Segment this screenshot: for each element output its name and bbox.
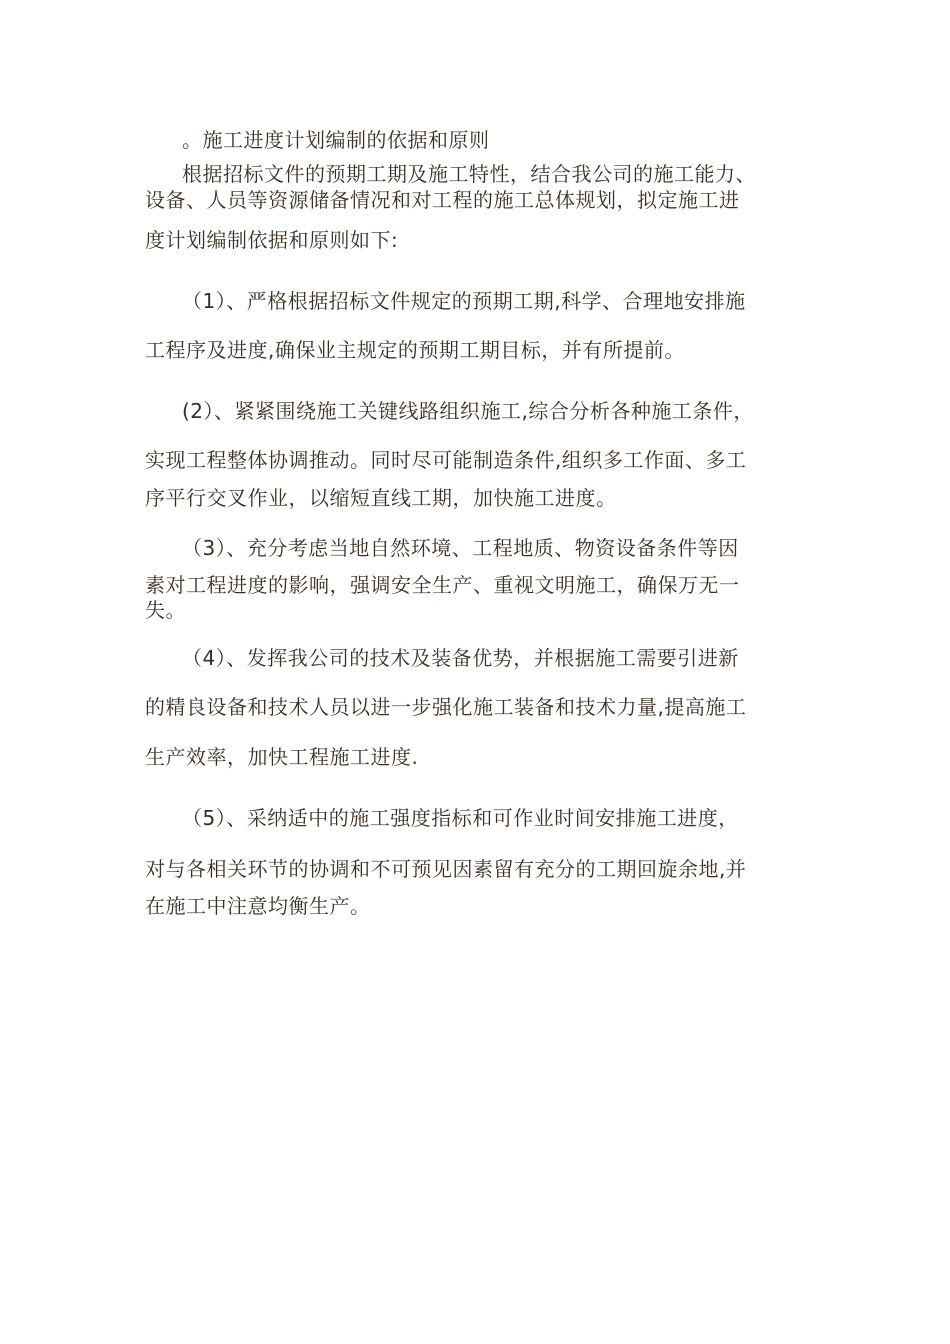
paragraph-2-line-1: (2）、紧紧围绕施工关键线路组织施工,综合分析各种施工条件， — [182, 399, 754, 423]
paragraph-3-line-3: 失。 — [145, 598, 186, 622]
intro-line-3: 度计划编制依据和原则如下: — [145, 228, 399, 252]
paragraph-2-line-2: 实现工程整体协调推动。同时尽可能制造条件,组织多工作面、多工 — [145, 448, 747, 472]
paragraph-4-line-2: 的精良设备和技术人员以进一步强化施工装备和技术力量,提高施工 — [145, 695, 747, 719]
paragraph-1-line-2: 工程序及进度,确保业主规定的预期工期目标，并有所提前。 — [145, 338, 685, 362]
paragraph-5-line-2: 对与各相关环节的协调和不可预见因素留有充分的工期回旋余地,并 — [145, 857, 747, 881]
paragraph-5-line-1: （5）、采纳适中的施工强度指标和可作业时间安排施工进度， — [182, 806, 739, 830]
paragraph-3-line-1: （3）、充分考虑当地自然环境、工程地质、物资设备条件等因 — [182, 536, 739, 560]
section-heading: 。施工进度计划编制的依据和原则 — [182, 128, 490, 152]
paragraph-3-line-2: 素对工程进度的影响，强调安全生产、重视文明施工，确保万无一 — [145, 573, 740, 597]
intro-line-2: 设备、人员等资源储备情况和对工程的施工总体规划，拟定施工进 — [145, 188, 740, 212]
paragraph-5-line-3: 在施工中注意均衡生产。 — [145, 894, 371, 918]
paragraph-2-line-3: 序平行交叉作业，以缩短直线工期，加快施工进度。 — [145, 486, 617, 510]
paragraph-4-line-1: （4）、发挥我公司的技术及装备优势，并根据施工需要引进新 — [182, 646, 739, 670]
intro-line-1: 根据招标文件的预期工期及施工特性，结合我公司的施工能力、 — [182, 162, 756, 186]
paragraph-4-line-3: 生产效率，加快工程施工进度. — [145, 745, 419, 769]
paragraph-1-line-1: （1）、严格根据招标文件规定的预期工期,科学、合理地安排施 — [182, 289, 746, 313]
